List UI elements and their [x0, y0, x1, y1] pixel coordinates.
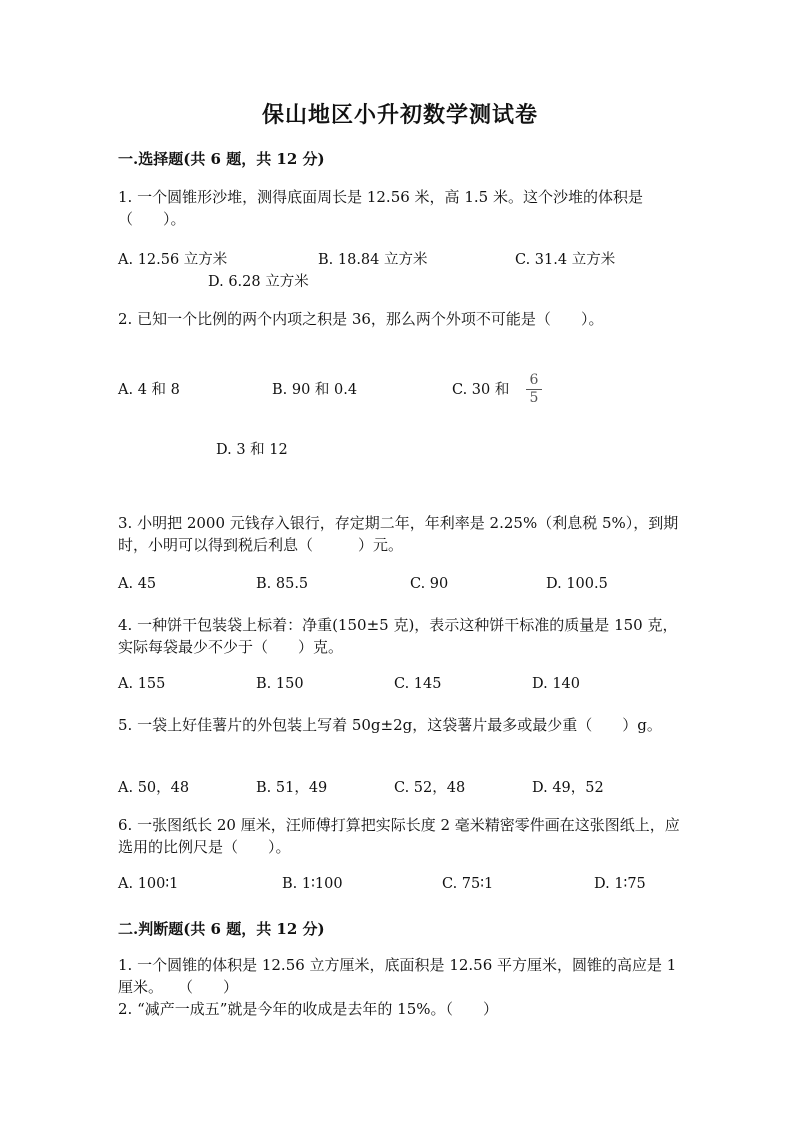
- q5-option-d: D. 49，52: [532, 780, 604, 796]
- q1-option-c: C. 31.4 立方米: [515, 252, 616, 268]
- q6-option-c: C. 75∶1: [442, 876, 494, 892]
- q4-option-b: B. 150: [256, 676, 304, 692]
- q5-option-a: A. 50，48: [118, 780, 190, 796]
- q4-option-a: A. 155: [118, 676, 166, 692]
- q3-option-d: D. 100.5: [546, 576, 608, 592]
- q6-option-d: D. 1∶75: [594, 876, 646, 892]
- q1-option-b: B. 18.84 立方米: [318, 252, 428, 268]
- q5-option-b: B. 51，49: [256, 780, 328, 796]
- q2-option-a: A. 4 和 8: [118, 382, 180, 398]
- fraction-numerator: 6: [529, 372, 539, 388]
- question-3: 3. 小明把 2000 元钱存入银行，存定期二年，年利率是 2.25%（利息税 5%），到期时，小明可以得到税后利息（ ）元。: [118, 514, 679, 554]
- q3-option-a: A. 45: [118, 576, 157, 592]
- question-6: 6. 一张图纸长 20 厘米，汪师傅打算把实际长度 2 毫米精密零件画在这张图纸上，应选用的比例尺是（ ）。: [118, 816, 680, 856]
- page-title: 保山地区小升初数学测试卷: [261, 102, 538, 128]
- q2-fraction: [526, 373, 542, 406]
- q1-option-d: D. 6.28 立方米: [208, 274, 309, 290]
- q4-option-d: D. 140: [532, 676, 581, 692]
- question-5: 5. 一袋上好佳薯片的外包装上写着 50g±2g，这袋薯片最多或最少重（ ）g。: [118, 716, 662, 734]
- q3-option-c: C. 90: [410, 576, 449, 592]
- q3-option-b: B. 85.5: [256, 576, 309, 592]
- question-4: 4. 一种饼干包装袋上标着：净重(150±5 克)，表示这种饼干标准的质量是 150 克，实际每袋最少不少于（ ）克。: [118, 616, 678, 656]
- judge-question-1: 1. 一个圆锥的体积是 12.56 立方厘米，底面积是 12.56 平方厘米，圆锥的高应是 1 厘米。 （ ）: [118, 956, 677, 996]
- q2-option-d: D. 3 和 12: [216, 442, 288, 458]
- q6-option-a: A. 100∶1: [118, 876, 179, 892]
- q5-option-c: C. 52，48: [394, 780, 466, 796]
- section-heading-judge: 二.判断题(共 6 题，共 12 分): [118, 920, 325, 938]
- q2-option-c: C. 30 和: [452, 382, 510, 398]
- question-1: 1. 一个圆锥形沙堆，测得底面周长是 12.56 米，高 1.5 米。这个沙堆的体积是（ ）。: [118, 188, 643, 228]
- q4-option-c: C. 145: [394, 676, 442, 692]
- section-heading-choice: 一.选择题(共 6 题，共 12 分): [118, 150, 325, 168]
- question-2: 2. 已知一个比例的两个内项之积是 36，那么两个外项不可能是（ ）。: [118, 310, 604, 328]
- fraction-denominator: 5: [529, 390, 539, 406]
- q6-option-b: B. 1∶100: [282, 876, 343, 892]
- q1-option-a: A. 12.56 立方米: [118, 252, 228, 268]
- judge-question-2: 2. “减产一成五”就是今年的收成是去年的 15%。（ ）: [118, 1000, 499, 1018]
- q2-option-b: B. 90 和 0.4: [272, 382, 358, 398]
